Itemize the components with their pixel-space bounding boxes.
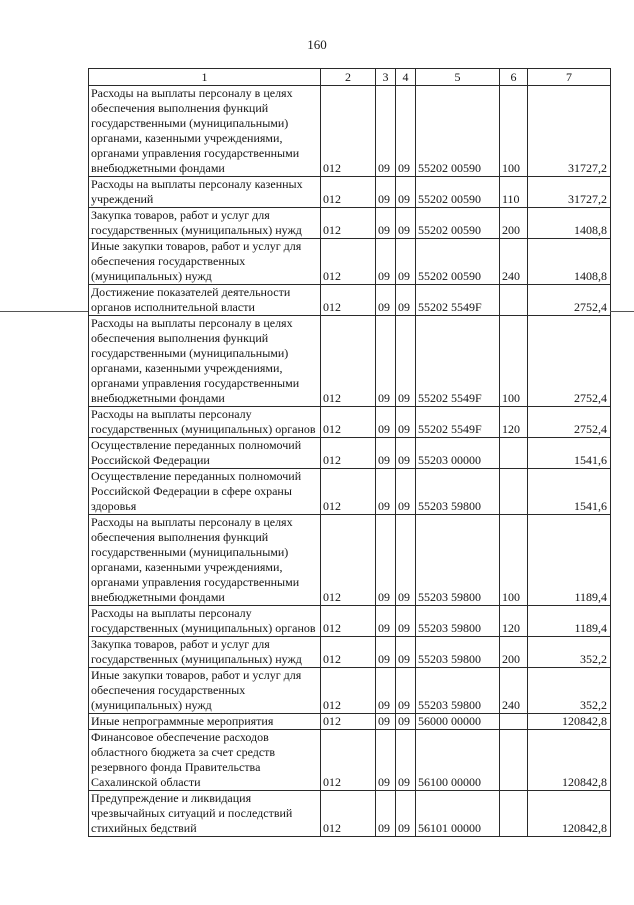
- row-ministry-code: 012: [321, 316, 376, 407]
- table-row: [89, 438, 611, 469]
- row-amount: 120842,8: [528, 791, 611, 837]
- row-section-code: 09: [376, 730, 396, 791]
- row-ministry-code: 012: [321, 730, 376, 791]
- row-target-article: 55203 59800: [416, 515, 500, 606]
- row-amount: 1541,6: [528, 469, 611, 515]
- row-subsection-code: 09: [396, 208, 416, 239]
- row-subsection-code: 09: [396, 637, 416, 668]
- page-number: 160: [307, 37, 327, 52]
- row-amount: 1541,6: [528, 438, 611, 469]
- table-row: [89, 239, 611, 285]
- row-target-article: 56000 00000: [416, 714, 500, 730]
- row-ministry-code: 012: [321, 407, 376, 438]
- table-row: [89, 714, 611, 730]
- table-row: [89, 730, 611, 791]
- row-section-code: 09: [376, 606, 396, 637]
- row-target-article: 55202 5549F: [416, 285, 500, 316]
- row-ministry-code: 012: [321, 637, 376, 668]
- row-name: Расходы на выплаты персоналу в целях обеспечения выполнения функций государственными (муниципальными) органами, казенными учреждениями, органами управления государственными внебюджетными фондами: [89, 86, 321, 177]
- row-section-code: 09: [376, 791, 396, 837]
- row-amount: 2752,4: [528, 407, 611, 438]
- table-row: [89, 316, 611, 407]
- row-target-article: 55202 00590: [416, 239, 500, 285]
- row-subsection-code: 09: [396, 239, 416, 285]
- row-section-code: 09: [376, 637, 396, 668]
- column-number: 4: [396, 69, 416, 86]
- row-ministry-code: 012: [321, 714, 376, 730]
- column-number: 5: [416, 69, 500, 86]
- row-amount: 120842,8: [528, 714, 611, 730]
- table-row: [89, 208, 611, 239]
- row-amount: 31727,2: [528, 86, 611, 177]
- row-name: Расходы на выплаты персоналу государственных (муниципальных) органов: [89, 606, 321, 637]
- column-number: 1: [89, 69, 321, 86]
- row-amount: 1408,8: [528, 239, 611, 285]
- row-ministry-code: 012: [321, 791, 376, 837]
- row-subsection-code: 09: [396, 714, 416, 730]
- row-subsection-code: 09: [396, 668, 416, 714]
- row-name: Иные непрограммные мероприятия: [89, 714, 321, 730]
- row-amount: 352,2: [528, 668, 611, 714]
- row-name: Осуществление переданных полномочий Российской Федерации в сфере охраны здоровья: [89, 469, 321, 515]
- row-section-code: 09: [376, 239, 396, 285]
- row-section-code: 09: [376, 285, 396, 316]
- row-subsection-code: 09: [396, 730, 416, 791]
- row-section-code: 09: [376, 407, 396, 438]
- row-name: Иные закупки товаров, работ и услуг для обеспечения государственных (муниципальных) нужд: [89, 668, 321, 714]
- row-target-article: 56100 00000: [416, 730, 500, 791]
- table-row: [89, 515, 611, 606]
- row-target-article: 55202 00590: [416, 208, 500, 239]
- column-number: 6: [500, 69, 528, 86]
- row-ministry-code: 012: [321, 239, 376, 285]
- row-ministry-code: 012: [321, 606, 376, 637]
- row-ministry-code: 012: [321, 438, 376, 469]
- row-subsection-code: 09: [396, 285, 416, 316]
- scan-artifact-line: [610, 311, 634, 312]
- table-row: [89, 285, 611, 316]
- row-expense-type: 100: [500, 515, 528, 606]
- row-ministry-code: 012: [321, 515, 376, 606]
- row-section-code: 09: [376, 438, 396, 469]
- row-expense-type: 240: [500, 668, 528, 714]
- row-name: Осуществление переданных полномочий Российской Федерации: [89, 438, 321, 469]
- row-expense-type: 100: [500, 316, 528, 407]
- column-number: 3: [376, 69, 396, 86]
- row-expense-type: 110: [500, 177, 528, 208]
- row-name: Расходы на выплаты персоналу в целях обеспечения выполнения функций государственными (муниципальными) органами, казенными учреждениями, органами управления государственными внебюджетными фондами: [89, 316, 321, 407]
- row-target-article: 56101 00000: [416, 791, 500, 837]
- row-subsection-code: 09: [396, 316, 416, 407]
- table-row: [89, 637, 611, 668]
- row-amount: 120842,8: [528, 730, 611, 791]
- column-number: 7: [528, 69, 611, 86]
- row-name: Иные закупки товаров, работ и услуг для обеспечения государственных (муниципальных) нужд: [89, 239, 321, 285]
- table-row: [89, 177, 611, 208]
- table-row: [89, 407, 611, 438]
- row-amount: 31727,2: [528, 177, 611, 208]
- row-name: Расходы на выплаты персоналу казенных учреждений: [89, 177, 321, 208]
- table-row: [89, 86, 611, 177]
- row-target-article: 55203 59800: [416, 637, 500, 668]
- table-row: [89, 668, 611, 714]
- row-expense-type: [500, 730, 528, 791]
- row-subsection-code: 09: [396, 515, 416, 606]
- row-target-article: 55203 59800: [416, 469, 500, 515]
- row-subsection-code: 09: [396, 438, 416, 469]
- table-body: [89, 86, 611, 837]
- table-row: [89, 791, 611, 837]
- row-ministry-code: 012: [321, 668, 376, 714]
- row-target-article: 55203 59800: [416, 668, 500, 714]
- row-amount: 2752,4: [528, 285, 611, 316]
- row-section-code: 09: [376, 316, 396, 407]
- row-expense-type: 120: [500, 606, 528, 637]
- row-ministry-code: 012: [321, 469, 376, 515]
- table-row: [89, 606, 611, 637]
- row-name: Закупка товаров, работ и услуг для государственных (муниципальных) нужд: [89, 208, 321, 239]
- row-expense-type: [500, 791, 528, 837]
- row-ministry-code: 012: [321, 86, 376, 177]
- row-name: Достижение показателей деятельности органов исполнительной власти: [89, 285, 321, 316]
- row-expense-type: 240: [500, 239, 528, 285]
- row-subsection-code: 09: [396, 177, 416, 208]
- row-section-code: 09: [376, 515, 396, 606]
- budget-table: [88, 68, 611, 837]
- row-section-code: 09: [376, 714, 396, 730]
- row-target-article: 55203 00000: [416, 438, 500, 469]
- column-number: 2: [321, 69, 376, 86]
- row-section-code: 09: [376, 469, 396, 515]
- row-section-code: 09: [376, 86, 396, 177]
- row-ministry-code: 012: [321, 208, 376, 239]
- row-target-article: 55202 00590: [416, 177, 500, 208]
- row-target-article: 55202 00590: [416, 86, 500, 177]
- row-subsection-code: 09: [396, 606, 416, 637]
- row-target-article: 55203 59800: [416, 606, 500, 637]
- row-name: Предупреждение и ликвидация чрезвычайных ситуаций и последствий стихийных бедствий: [89, 791, 321, 837]
- row-expense-type: [500, 714, 528, 730]
- row-target-article: 55202 5549F: [416, 316, 500, 407]
- row-subsection-code: 09: [396, 791, 416, 837]
- row-amount: 1408,8: [528, 208, 611, 239]
- row-name: Финансовое обеспечение расходов областного бюджета за счет средств резервного фонда Правительства Сахалинской области: [89, 730, 321, 791]
- row-section-code: 09: [376, 208, 396, 239]
- row-subsection-code: 09: [396, 86, 416, 177]
- row-subsection-code: 09: [396, 407, 416, 438]
- row-section-code: 09: [376, 668, 396, 714]
- table-row: [89, 469, 611, 515]
- row-name: Закупка товаров, работ и услуг для государственных (муниципальных) нужд: [89, 637, 321, 668]
- row-ministry-code: 012: [321, 177, 376, 208]
- row-amount: 1189,4: [528, 606, 611, 637]
- row-amount: 352,2: [528, 637, 611, 668]
- row-expense-type: [500, 285, 528, 316]
- row-name: Расходы на выплаты персоналу в целях обеспечения выполнения функций государственными (муниципальными) органами, казенными учреждениями, органами управления государственными внебюджетными фондами: [89, 515, 321, 606]
- row-target-article: 55202 5549F: [416, 407, 500, 438]
- row-ministry-code: 012: [321, 285, 376, 316]
- row-expense-type: [500, 469, 528, 515]
- row-subsection-code: 09: [396, 469, 416, 515]
- row-expense-type: 100: [500, 86, 528, 177]
- row-expense-type: 200: [500, 637, 528, 668]
- column-number-row: [89, 69, 611, 86]
- row-expense-type: [500, 438, 528, 469]
- scan-artifact-line: [0, 311, 88, 312]
- row-amount: 2752,4: [528, 316, 611, 407]
- row-section-code: 09: [376, 177, 396, 208]
- row-expense-type: 120: [500, 407, 528, 438]
- row-expense-type: 200: [500, 208, 528, 239]
- row-name: Расходы на выплаты персоналу государственных (муниципальных) органов: [89, 407, 321, 438]
- row-amount: 1189,4: [528, 515, 611, 606]
